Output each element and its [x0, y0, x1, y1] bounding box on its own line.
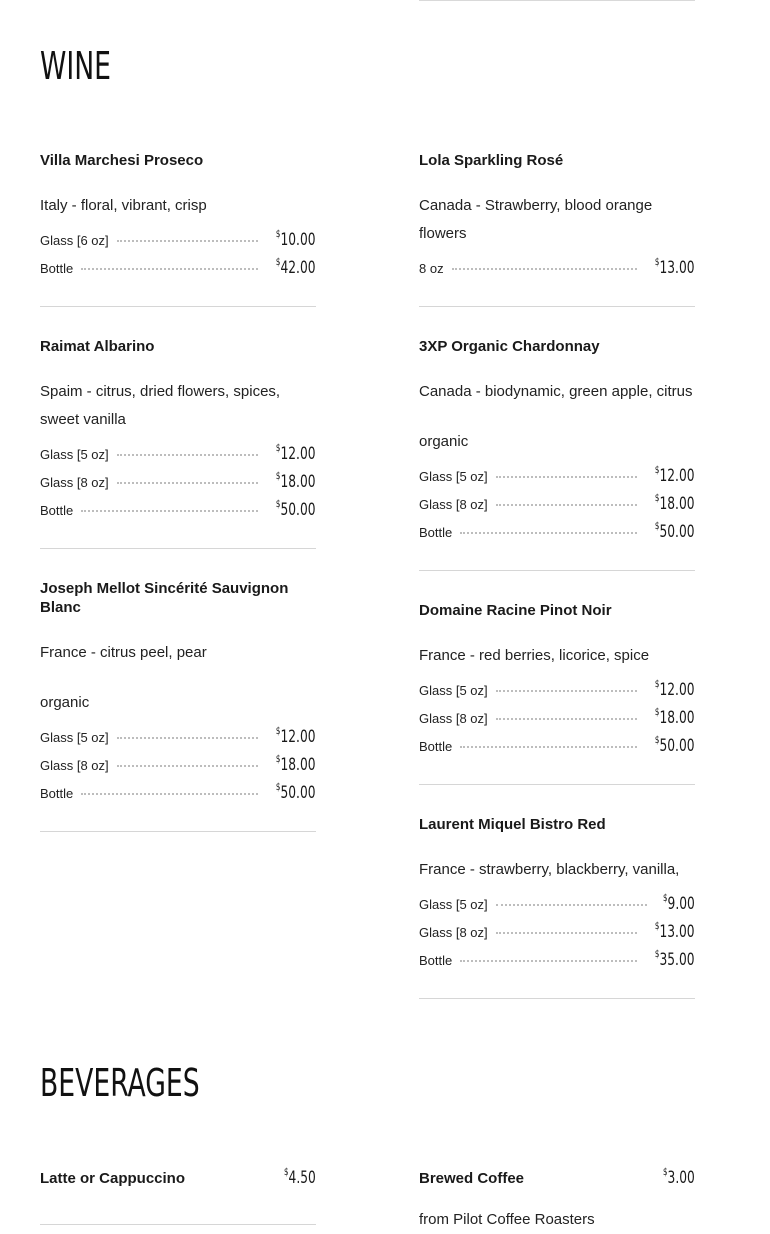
price — [276, 755, 316, 775]
currency-symbol: $ — [276, 499, 281, 510]
price-value: 18.00 — [280, 755, 316, 775]
currency-symbol: $ — [276, 782, 281, 793]
dot-leader — [117, 737, 259, 739]
price-row — [40, 727, 316, 755]
price-value: 50.00 — [280, 500, 316, 520]
item-description: Spaim - citrus, dried flowers, spices, sweet vanilla — [40, 383, 281, 428]
item-name: Lola Sparkling Rosé — [419, 152, 564, 169]
price — [655, 680, 695, 700]
price — [276, 472, 316, 492]
item-description: Canada - biodynamic, green apple, citrus — [419, 383, 693, 400]
item-description: France - strawberry, blackberry, vanilla, — [419, 861, 680, 878]
serving-size: Glass [8 oz] — [419, 925, 488, 940]
menu-item — [40, 549, 316, 832]
dot-leader — [460, 532, 637, 534]
menu-item — [419, 121, 695, 307]
currency-symbol: $ — [655, 921, 660, 932]
price — [655, 466, 695, 486]
item-description: organic — [40, 694, 90, 711]
currency-symbol: $ — [655, 679, 660, 690]
item-name: Raimat Albarino — [40, 338, 155, 355]
item-name: Domaine Racine Pinot Noir — [419, 602, 612, 619]
beverages-left-column — [40, 1138, 316, 1225]
item-description: Canada - Strawberry, blood orange flowers — [419, 197, 653, 242]
price-value: 50.00 — [659, 522, 695, 542]
dot-leader — [81, 510, 258, 512]
price — [663, 894, 695, 914]
beverages-right-column — [419, 1138, 695, 1234]
price-row — [40, 444, 316, 472]
item-header-row — [40, 1168, 316, 1188]
item-name: 3XP Organic Chardonnay — [419, 338, 600, 355]
price-value: 4.50 — [288, 1168, 316, 1188]
serving-size: Bottle — [40, 786, 74, 801]
price-row — [40, 472, 316, 500]
price-row — [419, 494, 695, 522]
price-row — [419, 258, 695, 286]
price-list — [419, 466, 695, 570]
serving-size: Glass [5 oz] — [40, 447, 109, 462]
beverages-section-title: BEVERAGES — [40, 1061, 200, 1105]
serving-size: Glass [8 oz] — [419, 497, 488, 512]
currency-symbol: $ — [655, 735, 660, 746]
currency-symbol: $ — [655, 949, 660, 960]
dot-leader — [117, 765, 259, 767]
dot-leader — [496, 932, 638, 934]
item-description: Italy - floral, vibrant, crisp — [40, 197, 207, 214]
price-row — [419, 922, 695, 950]
item-description: organic — [419, 433, 469, 450]
currency-symbol: $ — [663, 893, 668, 904]
item-name: Villa Marchesi Proseco — [40, 152, 204, 169]
currency-symbol: $ — [276, 471, 281, 482]
price-row — [419, 708, 695, 736]
dot-leader — [460, 960, 637, 962]
price-value: 12.00 — [659, 466, 695, 486]
price-row — [419, 736, 695, 764]
menu-item — [419, 571, 695, 785]
currency-symbol: $ — [276, 229, 281, 240]
dot-leader — [496, 690, 638, 692]
currency-symbol: $ — [655, 465, 660, 476]
price — [655, 708, 695, 728]
currency-symbol: $ — [276, 443, 281, 454]
serving-size: Glass [8 oz] — [40, 475, 109, 490]
item-name: Latte or Cappuccino — [40, 1170, 186, 1187]
serving-size: Glass [5 oz] — [419, 897, 488, 912]
price-list — [40, 444, 316, 548]
wine-left-column — [40, 121, 316, 832]
price-value: 50.00 — [659, 736, 695, 756]
serving-size: Bottle — [419, 739, 453, 754]
dot-leader — [496, 718, 638, 720]
price — [276, 500, 316, 520]
item-description: France - red berries, licorice, spice — [419, 647, 650, 664]
price-list — [419, 894, 695, 998]
serving-size: Bottle — [40, 261, 74, 276]
dot-leader — [452, 268, 638, 270]
price — [276, 230, 316, 250]
price — [663, 1168, 695, 1188]
dot-leader — [117, 482, 259, 484]
serving-size: 8 oz — [419, 261, 444, 276]
price — [655, 950, 695, 970]
serving-size: Glass [5 oz] — [419, 683, 488, 698]
price-value: 12.00 — [280, 727, 316, 747]
price-row — [419, 894, 695, 922]
price-list — [40, 727, 316, 831]
serving-size: Bottle — [40, 503, 74, 518]
dot-leader — [496, 476, 638, 478]
currency-symbol: $ — [655, 257, 660, 268]
currency-symbol: $ — [284, 1167, 289, 1178]
price-value: 18.00 — [659, 494, 695, 514]
price — [655, 736, 695, 756]
price-value: 18.00 — [280, 472, 316, 492]
serving-size: Glass [5 oz] — [40, 730, 109, 745]
price-value: 50.00 — [280, 783, 316, 803]
item-name: Laurent Miquel Bistro Red — [419, 816, 606, 833]
currency-symbol: $ — [276, 257, 281, 268]
price-row — [40, 500, 316, 528]
currency-symbol: $ — [276, 726, 281, 737]
price-value: 18.00 — [659, 708, 695, 728]
menu-item — [419, 1138, 695, 1234]
price-row — [419, 950, 695, 978]
currency-symbol: $ — [655, 493, 660, 504]
dot-leader — [117, 240, 259, 242]
price-row — [419, 680, 695, 708]
price-row — [40, 755, 316, 783]
price-value: 12.00 — [280, 444, 316, 464]
wine-right-column — [419, 121, 695, 999]
item-description: from Pilot Coffee Roasters — [419, 1211, 595, 1228]
price-value: 10.00 — [280, 230, 316, 250]
currency-symbol: $ — [655, 707, 660, 718]
price-row — [40, 258, 316, 286]
dot-leader — [81, 268, 258, 270]
price — [276, 727, 316, 747]
dot-leader — [460, 746, 637, 748]
price — [655, 494, 695, 514]
price-value: 9.00 — [667, 894, 695, 914]
item-name: Joseph Mellot Sincérité Sauvignon Blanc — [40, 580, 289, 616]
menu-item — [419, 307, 695, 571]
price-list — [40, 230, 316, 306]
price-value: 35.00 — [659, 950, 695, 970]
price-value: 3.00 — [667, 1168, 695, 1188]
serving-size: Bottle — [419, 525, 453, 540]
serving-size: Glass [8 oz] — [419, 711, 488, 726]
menu-item — [419, 785, 695, 999]
menu-item — [40, 121, 316, 307]
price — [276, 444, 316, 464]
price-row — [40, 230, 316, 258]
item-description: France - citrus peel, pear — [40, 644, 207, 661]
currency-symbol: $ — [663, 1167, 668, 1178]
price — [276, 258, 316, 278]
serving-size: Glass [8 oz] — [40, 758, 109, 773]
dot-leader — [496, 904, 648, 906]
serving-size: Bottle — [419, 953, 453, 968]
item-header-row — [419, 1168, 695, 1188]
price — [284, 1168, 316, 1188]
wine-section-title: WINE — [40, 44, 112, 88]
serving-size: Glass [6 oz] — [40, 233, 109, 248]
currency-symbol: $ — [276, 754, 281, 765]
top-divider — [419, 0, 695, 1]
price — [276, 783, 316, 803]
dot-leader — [117, 454, 259, 456]
price-value: 13.00 — [659, 258, 695, 278]
price — [655, 922, 695, 942]
price-value: 13.00 — [659, 922, 695, 942]
price-row — [419, 466, 695, 494]
price-value: 12.00 — [659, 680, 695, 700]
price-row — [40, 783, 316, 811]
dot-leader — [81, 793, 258, 795]
price-value: 42.00 — [280, 258, 316, 278]
price-list — [419, 680, 695, 784]
price-row — [419, 522, 695, 550]
currency-symbol: $ — [655, 521, 660, 532]
menu-item — [40, 1138, 316, 1225]
dot-leader — [496, 504, 638, 506]
menu-item — [40, 307, 316, 549]
item-name: Brewed Coffee — [419, 1170, 525, 1187]
price — [655, 522, 695, 542]
serving-size: Glass [5 oz] — [419, 469, 488, 484]
price — [655, 258, 695, 278]
price-list — [419, 258, 695, 306]
